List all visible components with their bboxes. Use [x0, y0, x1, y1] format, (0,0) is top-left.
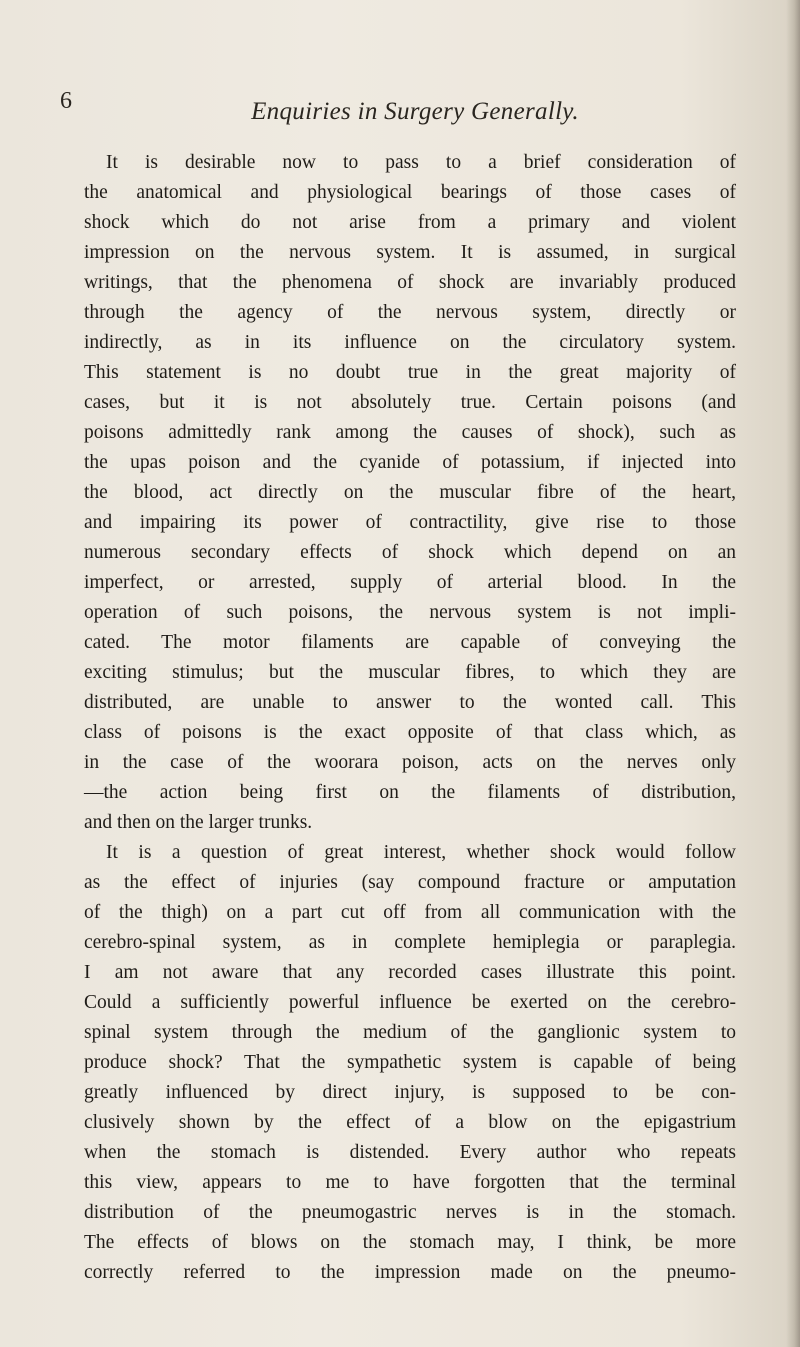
text-line: through the agency of the nervous system, directly or: [84, 302, 736, 323]
text-line: I am not aware that any recorded cases illustrate this point.: [84, 962, 736, 983]
text-line: spinal system through the medium of the ganglionic system to: [84, 1022, 736, 1043]
text-line: clusively shown by the effect of a blow on the epigastrium: [84, 1112, 736, 1133]
text-line: The effects of blows on the stomach may, I think, be more: [84, 1232, 736, 1253]
text-line: It is desirable now to pass to a brief consideration of: [106, 152, 736, 173]
text-line: produce shock? That the sympathetic system is capable of being: [84, 1052, 736, 1073]
text-line: correctly referred to the impression made on the pneumo-: [84, 1262, 736, 1283]
body-text: [84, 148, 736, 1288]
page-edge-shadow: [786, 0, 800, 1347]
text-line: imperfect, or arrested, supply of arterial blood. In the: [84, 572, 736, 593]
running-title: Enquiries in Surgery Generally.: [251, 98, 579, 125]
text-line: This statement is no doubt true in the great majority of: [84, 362, 736, 383]
text-line: shock which do not arise from a primary and violent: [84, 212, 736, 233]
text-line: distributed, are unable to answer to the wonted call. This: [84, 692, 736, 713]
text-line: the blood, act directly on the muscular fibre of the heart,: [84, 482, 736, 503]
text-line: —the action being first on the filaments of distribution,: [84, 782, 736, 803]
text-line: indirectly, as in its influence on the circulatory system.: [84, 332, 736, 353]
text-line: this view, appears to me to have forgotten that the terminal: [84, 1172, 736, 1193]
text-line: as the effect of injuries (say compound fracture or amputation: [84, 872, 736, 893]
text-line: greatly influenced by direct injury, is supposed to be con-: [84, 1082, 736, 1103]
text-line: and impairing its power of contractility, give rise to those: [84, 512, 736, 533]
text-line: poisons admittedly rank among the causes of shock), such as: [84, 422, 736, 443]
text-line: in the case of the woorara poison, acts on the nerves only: [84, 752, 736, 773]
text-line: class of poisons is the exact opposite of that class which, as: [84, 722, 736, 743]
text-line: cerebro-spinal system, as in complete hemiplegia or paraplegia.: [84, 932, 736, 953]
text-line: It is a question of great interest, whether shock would follow: [106, 842, 736, 863]
text-line: distribution of the pneumogastric nerves is in the stomach.: [84, 1202, 736, 1223]
text-line: numerous secondary effects of shock which depend on an: [84, 542, 736, 563]
text-line: and then on the larger trunks.: [84, 812, 313, 833]
text-line: impression on the nervous system. It is assumed, in surgical: [84, 242, 736, 263]
text-line: exciting stimulus; but the muscular fibres, to which they are: [84, 662, 736, 683]
text-line: when the stomach is distended. Every author who repeats: [84, 1142, 736, 1163]
text-line: writings, that the phenomena of shock are invariably produced: [84, 272, 736, 293]
page-number: 6: [60, 88, 72, 114]
text-line: cated. The motor filaments are capable of conveying the: [84, 632, 736, 653]
text-line: Could a sufficiently powerful influence be exerted on the cerebro-: [84, 992, 736, 1013]
text-line: operation of such poisons, the nervous system is not impli-: [84, 602, 736, 623]
text-line: the upas poison and the cyanide of potassium, if injected into: [84, 452, 736, 473]
text-line: cases, but it is not absolutely true. Certain poisons (and: [84, 392, 736, 413]
text-line: the anatomical and physiological bearings of those cases of: [84, 182, 736, 203]
text-line: of the thigh) on a part cut off from all communication with the: [84, 902, 736, 923]
